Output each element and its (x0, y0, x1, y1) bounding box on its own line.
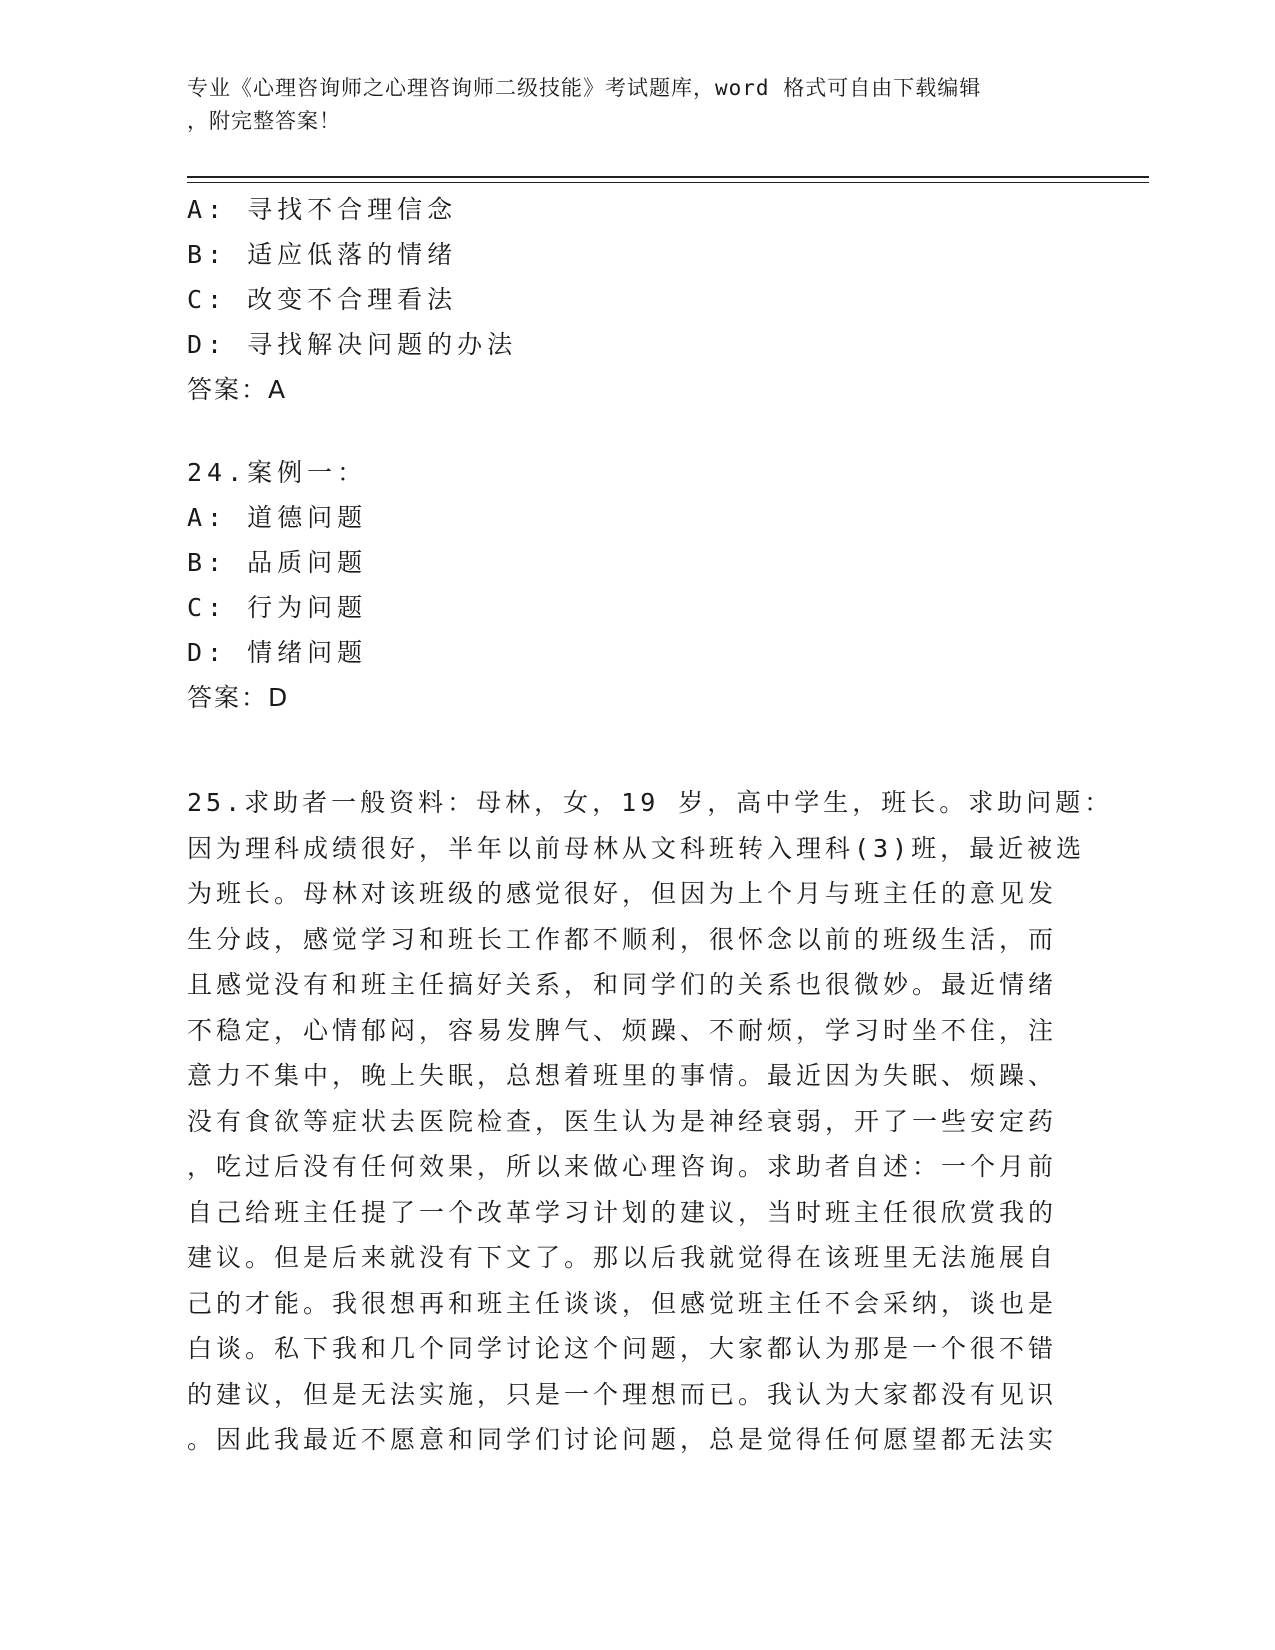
paragraph-line: 不稳定，心情郁闷，容易发脾气、烦躁、不耐烦，学习时坐不住，注 (187, 1015, 1058, 1045)
paragraph-line: 己的才能。我很想再和班主任谈谈，但感觉班主任不会采纳，谈也是 (187, 1288, 1058, 1318)
paragraph-line: 建议。但是后来就没有下文了。那以后我就觉得在该班里无法施展自 (187, 1243, 1058, 1272)
paragraph-line: 为班长。母林对该班级的感觉很好，但因为上个月与班主任的意见发 (187, 879, 1058, 908)
paragraph-line: 25.求助者一般资料：母林，女，19 岁，高中学生，班长。求助问题： (187, 788, 1114, 817)
header-line-2: ，附完整答案！ (187, 109, 341, 133)
option-c: C: 行为问题 (187, 593, 368, 622)
option-d: D: 情绪问题 (187, 638, 368, 667)
document-header (187, 72, 1057, 138)
option-a: A: 寻找不合理信念 (187, 195, 458, 224)
option-a: A: 道德问题 (187, 503, 368, 532)
question-title: 24.案例一： (187, 458, 368, 487)
question-23-options (187, 187, 1087, 412)
option-c: C: 改变不合理看法 (187, 285, 458, 314)
header-line-1: 专业《心理咨询师之心理咨询师二级技能》考试题库，word 格式可自由下载编辑 (187, 76, 982, 100)
paragraph-line: 没有食欲等症状去医院检查，医生认为是神经衰弱，开了一些安定药 (187, 1106, 1058, 1136)
option-b: B: 适应低落的情绪 (187, 240, 458, 269)
paragraph-line: 因为理科成绩很好，半年以前母林从文科班转入理科(3)班，最近被选 (187, 833, 1086, 863)
answer: 答案：A (187, 375, 288, 404)
paragraph-line: 意力不集中，晚上失眠，总想着班里的事情。最近因为失眠、烦躁、 (187, 1061, 1058, 1090)
header-divider-thin (187, 182, 1149, 183)
paragraph-line: 自己给班主任提了一个改革学习计划的建议，当时班主任很欣赏我的 (187, 1197, 1058, 1227)
header-divider-thick (187, 176, 1149, 178)
answer: 答案：D (187, 683, 290, 712)
paragraph-line: 的建议，但是无法实施，只是一个理想而已。我认为大家都没有见识 (187, 1379, 1058, 1409)
paragraph-line: 。因此我最近不愿意和同学们讨论问题，总是觉得任何愿望都无法实 (187, 1425, 1058, 1454)
question-24 (187, 450, 1087, 720)
paragraph-line: ，吃过后没有任何效果，所以来做心理咨询。求助者自述：一个月前 (187, 1152, 1058, 1181)
option-d: D: 寻找解决问题的办法 (187, 330, 518, 359)
paragraph-line: 生分歧，感觉学习和班长工作都不顺利，很怀念以前的班级生活，而 (187, 924, 1058, 954)
paragraph-line: 白谈。私下我和几个同学讨论这个问题，大家都认为那是一个很不错 (187, 1334, 1058, 1363)
option-b: B: 品质问题 (187, 548, 368, 577)
question-25-paragraph (187, 780, 1114, 1463)
paragraph-line: 且感觉没有和班主任搞好关系，和同学们的关系也很微妙。最近情绪 (187, 970, 1058, 999)
